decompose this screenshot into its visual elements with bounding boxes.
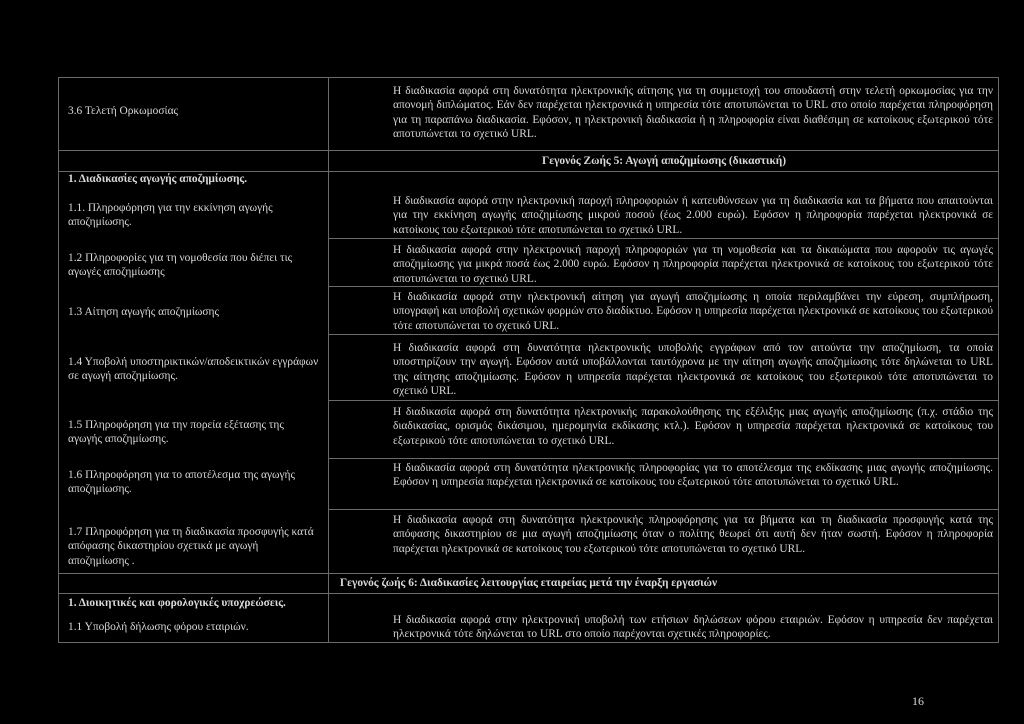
section-heading-obligations: 1. Διοικητικές και φορολογικές υποχρεώσεις. xyxy=(68,597,286,609)
row-divider xyxy=(58,593,999,594)
life-event-5-title: Γεγονός Ζωής 5: Αγωγή αποζημίωσης (δικαστική) xyxy=(541,155,787,167)
description-1-4: Η διαδικασία αφορά στη δυνατότητα ηλεκτρονικής υποβολής εγγράφων από τον αιτούντα την αποζημίωση, τα οποία υποστηρίζουν την αγωγή. Εφόσον αυτά υποβάλλονται ταυτόχρονα με την αίτηση αγωγής αποζημίωσης τότε δηλώνεται το URL της αίτησης αποζημίωσης. Εφόσον η υπηρεσία παρέχεται ηλεκτρονικά σε κατοίκους του εξωτερικού τότε αποτυπώνεται το σχετικό URL. xyxy=(393,342,993,398)
description-1-1: Η διαδικασία αφορά στην ηλεκτρονική παροχή πληροφοριών ή κατευθύνσεων για τη διαδικασία και τα βήματα που απαιτούνται για την εκκίνηση αγωγής αποζημίωσης μικρού ποσού (έως 2.000 ευρώ). Εφόσον η πληροφορία παρέχεται ηλεκτρονικά σε κατοίκους του εξωτερικού τότε αποτυπώνεται το σχετικό URL. xyxy=(393,195,993,236)
section-1-1-label: 1.1. Πληροφόρηση για την εκκίνηση αγωγής αποζημίωσης. xyxy=(68,202,273,229)
row-divider xyxy=(328,334,999,335)
description-1-3: Η διαδικασία αφορά στην ηλεκτρονική αίτηση για αγωγή αποζημίωσης η οποία περιλαμβάνει την εύρεση, συμπλήρωση, υπογραφή και υποβολή σχετικών φορμών στο διαδίκτυο. Εφόσον η υπηρεσία παρέχεται ηλεκτρονικά σε κατοίκους του εξωτερικού τότε αποτυπώνεται το σχετικό URL. xyxy=(393,291,993,332)
row-divider xyxy=(58,573,999,574)
row-divider xyxy=(328,238,999,239)
description-1-7: Η διαδικασία αφορά στη δυνατότητα ηλεκτρονικής πληροφόρησης για τα βήματα και τη διαδικασία προσφυγής κατά της απόφασης δικαστηρίου σε μια αγωγή αποζημίωσης όταν ο πολίτης θεωρεί ότι αυτή δεν ήταν σωστή. Εφόσον η πληροφορία παρέχεται ηλεκτρονικά σε κατοίκους του εξωτερικού τότε αποτυπώνεται το σχετικό URL. xyxy=(393,514,993,555)
description-1-6: Η διαδικασία αφορά στη δυνατότητα ηλεκτρονικής πληροφορίας για το αποτέλεσμα της εκδίκασης μιας αγωγής αποζημίωσης. Εφόσον η υπηρεσία παρέχεται ηλεκτρονικά σε κατοίκους του εξωτερικού τότε αποτυπώνεται το σχετικό URL. xyxy=(393,462,993,489)
description-3-6: Η διαδικασία αφορά στη δυνατότητα ηλεκτρονικής αίτησης για τη συμμετοχή του σπουδαστή στην τελετή ορκωμοσίας για την απονομή διπλώματος. Εάν δεν παρέχεται ηλεκτρονικά η υπηρεσία τότε αποτυπώνεται το URL στο οποίο παρέχεται πληροφόρηση για τη παραπάνω διαδικασία. Εφόσον, η ηλεκτρονική διαδικασία ή η πληροφορία είναι διαθέσιμη σε κατοίκους εξωτερικού τότε αποτυπώνεται το σχετικό URL. xyxy=(393,85,993,141)
section-1-4-label: 1.4 Υποβολή υποστηρικτικών/αποδεικτικών εγγράφων σε αγωγή αποζημίωσης. xyxy=(68,356,319,383)
section-1-6-label: 1.6 Πληροφόρηση για το αποτέλεσμα της αγωγής αποζημίωσης. xyxy=(68,469,295,496)
section-1-3-label: 1.3 Αίτηση αγωγής αποζημίωσης xyxy=(68,306,219,318)
page-number: 16 xyxy=(912,694,924,708)
row-divider xyxy=(328,400,999,401)
section-1-2-label: 1.2 Πληροφορίες για τη νομοθεσία που διέπει τις αγωγές αποζημίωσης xyxy=(68,252,293,279)
life-event-6-title: Γεγονός ζωής 6: Διαδικασίες λειτουργίας εταιρείας μετά την έναρξη εργασιών xyxy=(339,577,718,589)
row-divider xyxy=(328,509,999,510)
section-1-7-label: 1.7 Πληροφόρηση για τη διαδικασία προσφυγής κατά απόφασης δικαστηρίου σχετικά με αγωγή αποζημίωσης . xyxy=(68,526,314,567)
section-1-1-tax-label: 1.1 Υποβολή δήλωσης φόρου εταιριών. xyxy=(68,621,249,633)
description-1-2: Η διαδικασία αφορά στην ηλεκτρονική παροχή πληροφοριών για τη νομοθεσία και τα δικαιώματα που αφορούν τις αγωγές αποζημίωσης για μικρά ποσά έως 2.000 ευρώ. Εφόσον η πληροφορία παρέχεται ηλεκτρονικά σε κατοίκους του εξωτερικού τότε αποτυπώνεται το σχετικό URL. xyxy=(393,244,993,285)
row-divider xyxy=(58,150,999,151)
row-divider xyxy=(328,458,999,459)
description-1-5: Η διαδικασία αφορά στη δυνατότητα ηλεκτρονικής παρακολούθησης της εξέλιξης μιας αγωγής αποζημίωσης (π.χ. στάδιο της διαδικασίας, ορισμός δικάσιμου, ημερομηνία εκδίκασης κτλ.). Εφόσον η υπηρεσία παρέχεται ηλεκτρονικά σε κατοίκους του εξωτερικού τότε αποτυπώνεται το σχετικό URL. xyxy=(393,406,993,447)
section-heading-claims: 1. Διαδικασίες αγωγής αποζημίωσης. xyxy=(68,173,248,185)
section-3-6-label: 3.6 Τελετή Ορκωμοσίας xyxy=(68,105,179,117)
section-1-5-label: 1.5 Πληροφόρηση για την πορεία εξέτασης της αγωγής αποζημίωσης. xyxy=(68,419,284,446)
description-tax: Η διαδικασία αφορά στην ηλεκτρονική υποβολή των ετήσιων δηλώσεων φόρου εταιριών. Εφόσον η υπηρεσία δεν παρέχεται ηλεκτρονικά τότε δηλώνεται το URL στο οποίο παρέχονται σχετικές πληροφορίες. xyxy=(393,614,993,641)
